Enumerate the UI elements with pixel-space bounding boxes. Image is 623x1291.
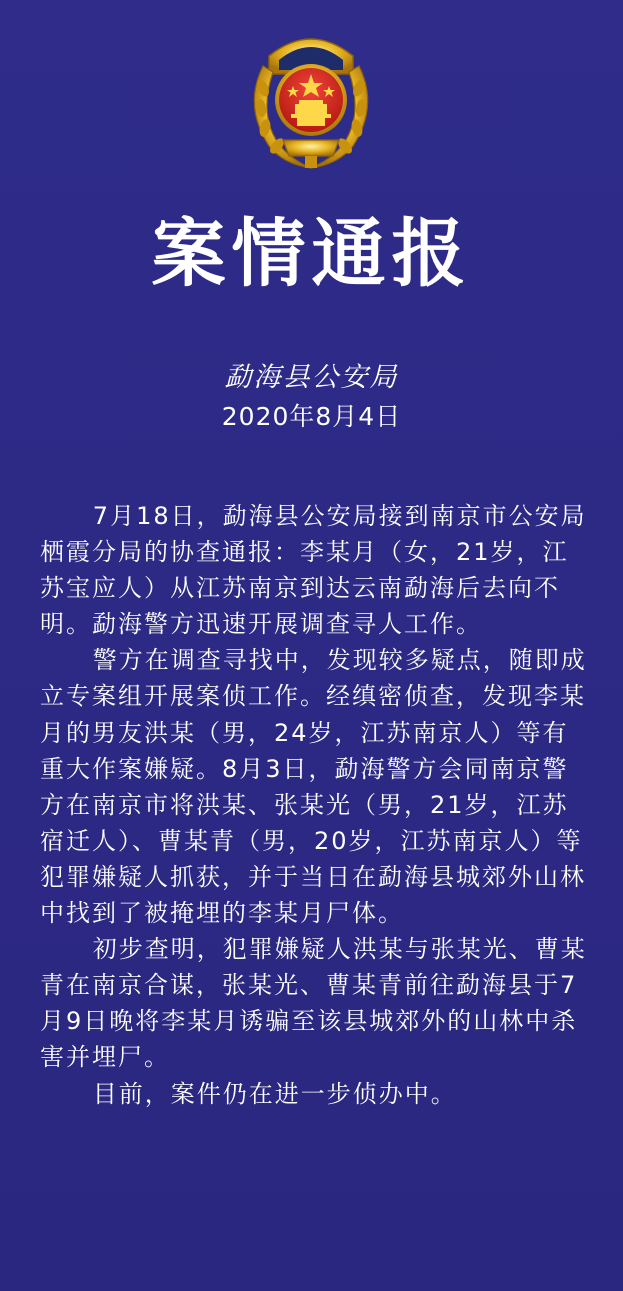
page-title: 案情通报 <box>151 211 472 297</box>
issue-date: 2020年8月4日 <box>221 402 402 431</box>
notice-body <box>40 498 588 1112</box>
issuer-name: 勐海县公安局 <box>224 362 399 393</box>
police-emblem-icon <box>233 16 389 176</box>
paragraph-3: 初步查明，犯罪嫌疑人洪某与张某光、曹某青在南京合谋，张某光、曹某青前往勐海县于7月9日晚将李某月诱骗至该县城郊外的山林中杀害并埋尸。 <box>40 935 587 1072</box>
paragraph-4: 目前，案件仍在进一步侦办中。 <box>92 1079 457 1108</box>
paragraph-1: 7月18日，勐海县公安局接到南京市公安局栖霞分局的协查通报：李某月（女，21岁，江苏宝应人）从江苏南京到达云南勐海后去向不明。勐海警方迅速开展调查寻人工作。 <box>40 502 587 639</box>
paragraph-2: 警方在调查寻找中，发现较多疑点，随即成立专案组开展案侦工作。经缜密侦查，发现李某月的男友洪某（男，24岁，江苏南京人）等有重大作案嫌疑。8月3日，勐海警方会同南京警方在南京市将洪某、张某光（男，21岁，江苏宿迁人）、曹某青（男，20岁，江苏南京人）等犯罪嫌疑人抓获，并于当日在勐海县城郊外山林中找到了被掩埋的李某月尸体。 <box>40 646 587 928</box>
